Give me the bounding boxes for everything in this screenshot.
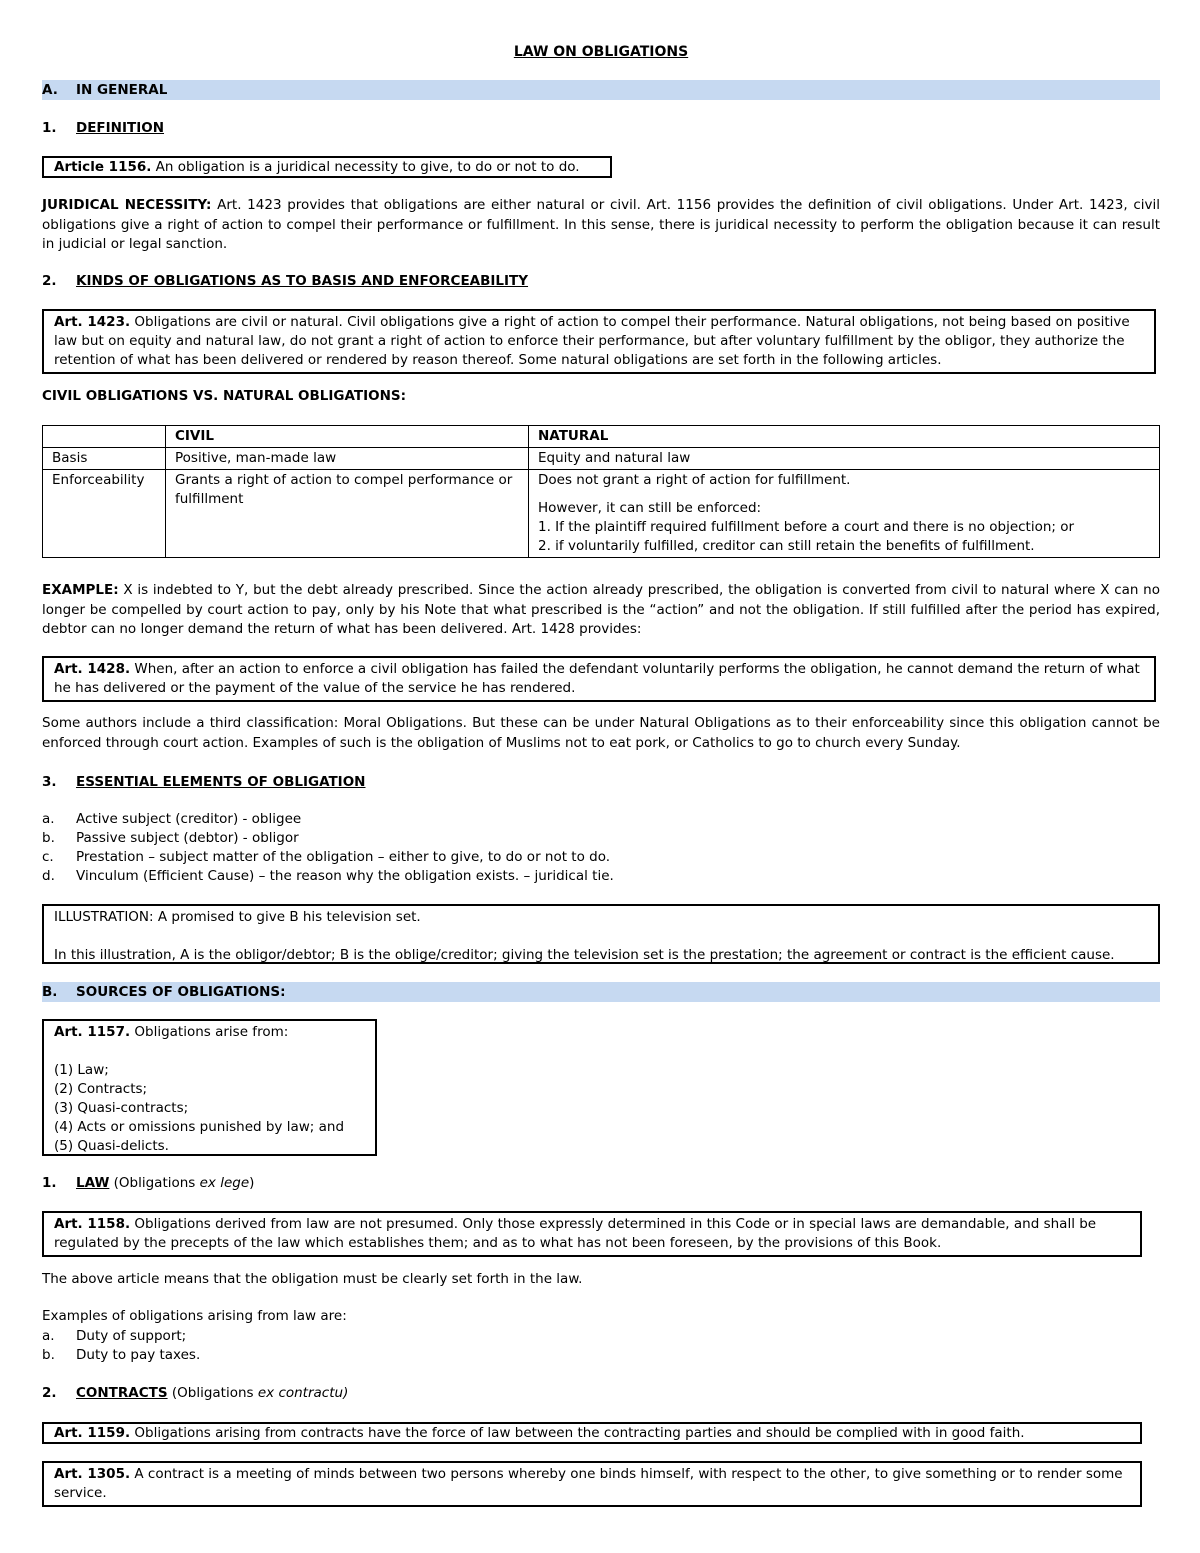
examples-intro: Examples of obligations arising from law are: [42, 1308, 347, 1324]
above-article-paragraph: The above article means that the obligation must be clearly set forth in the law. [42, 1271, 583, 1287]
article-1305-box: Art. 1305. A contract is a meeting of minds between two persons whereby one binds himself, with respect to the other, to give something or to render some service. [42, 1461, 1142, 1507]
elements-list [42, 810, 614, 886]
list-item: b. Duty to pay taxes. [42, 1347, 201, 1363]
list-item: (3) Quasi-contracts; [54, 1100, 189, 1116]
list-item: b. Passive subject (debtor) - obligor [42, 830, 299, 846]
list-item: (4) Acts or omissions punished by law; and [54, 1119, 345, 1135]
article-1156-box: Article 1156. An obligation is a juridical necessity to give, to do or not to do. [42, 156, 612, 178]
law-examples-list [42, 1327, 200, 1365]
section-label: IN GENERAL [76, 82, 168, 98]
juridical-necessity-paragraph: JURIDICAL NECESSITY: Art. 1423 provides that obligations are either natural or civil. Art. 1156 provides the definition of civil obligations. Under Art. 1423, civil obligations give a right of action to compel their performance or fulfillment. In this sense, there is juridical necessity to perform the obligation because it can result in judicial or legal sanction. [42, 197, 1160, 252]
section-a-heading [42, 80, 1160, 100]
list-item: (5) Quasi-delicts. [54, 1138, 169, 1154]
table-row: Basis Positive, man-made law Equity and natural law [43, 448, 1160, 470]
law-heading: 1. LAW (Obligations ex lege) [42, 1175, 255, 1191]
list-item: a. Active subject (creditor) - obligee [42, 811, 302, 827]
section-letter: A. [42, 82, 58, 98]
civil-vs-natural-heading: CIVIL OBLIGATIONS VS. NATURAL OBLIGATIONS: [42, 388, 407, 404]
kinds-heading: 2. KINDS OF OBLIGATIONS AS TO BASIS AND ENFORCEABILITY [42, 273, 529, 289]
section-b-heading [42, 982, 1160, 1002]
illustration-box: ILLUSTRATION: A promised to give B his television set. In this illustration, A is the obligor/debtor; B is the oblige/creditor; giving the television set is the prestation; the agreement or contract is the efficient cause. [42, 904, 1160, 964]
section-letter: B. [42, 984, 58, 1000]
moral-obligations-paragraph: Some authors include a third classification: Moral Obligations. But these can be under Natural Obligations as to their enforceability since this obligation cannot be enforced through court action. Examples of such is the obligation of Muslims not to eat pork, or Catholics to go to church every Sunday. [42, 715, 1160, 751]
list-item: c. Prestation – subject matter of the obligation – either to give, to do or not to do. [42, 849, 611, 865]
table-header-natural: NATURAL [529, 426, 1160, 448]
document-title: LAW ON OBLIGATIONS [513, 44, 689, 60]
table-row: Enforceability Grants a right of action to compel performance or fulfillment Does not grant a right of action for fulfillment. However, it can still be enforced: 1. If the plaintiff required fulfillment before a court and there is no objection; or 2. if voluntarily fulfilled, creditor can still retain the benefits of fulfillment. [43, 470, 1160, 558]
section-label: SOURCES OF OBLIGATIONS: [76, 984, 286, 1000]
article-1423-box: Art. 1423. Obligations are civil or natural. Civil obligations give a right of action to compel their performance. Natural obligations, not being based on positive law but on equity and natural law, do not grant a right of action to enforce their performance, but after voluntary fulfillment by the obligor, they authorize the retention of what has been delivered or rendered by reason thereof. Some natural obligations are set forth in the following articles. [42, 309, 1156, 374]
list-item: (2) Contracts; [54, 1081, 148, 1097]
civil-natural-table [42, 425, 1160, 558]
list-item: a. Duty of support; [42, 1328, 187, 1344]
example-paragraph: EXAMPLE: X is indebted to Y, but the debt already prescribed. Since the action already prescribed, the obligation is converted from civil to natural where X can no longer be compelled by court action to pay, only by his Note that what prescribed is the “action” and not the obligation. If still fulfilled after the period has expired, debtor can no longer demand the return of what has been delivered. Art. 1428 provides: [42, 582, 1160, 637]
contracts-heading: 2. CONTRACTS (Obligations ex contractu) [42, 1385, 349, 1401]
table-row [43, 426, 1160, 448]
article-1159-box: Art. 1159. Obligations arising from contracts have the force of law between the contracting parties and should be complied with in good faith. [42, 1422, 1142, 1444]
definition-heading: 1. DEFINITION [42, 120, 165, 136]
article-1157-box: Art. 1157. Obligations arise from: (1) Law; (2) Contracts; (3) Quasi-contracts; (4) Acts or omissions punished by law; and (5) Quasi-delicts. [42, 1019, 377, 1156]
list-item: d. Vinculum (Efficient Cause) – the reason why the obligation exists. – juridical tie. [42, 868, 614, 884]
list-item: (1) Law; [54, 1062, 109, 1078]
article-1158-box: Art. 1158. Obligations derived from law are not presumed. Only those expressly determined in this Code or in special laws are demandable, and shall be regulated by the precepts of the law which establishes them; and as to what has not been foreseen, by the provisions of this Book. [42, 1211, 1142, 1257]
essential-elements-heading: 3. ESSENTIAL ELEMENTS OF OBLIGATION [42, 774, 366, 790]
table-header-civil: CIVIL [166, 426, 529, 448]
article-1428-box: Art. 1428. When, after an action to enforce a civil obligation has failed the defendant voluntarily performs the obligation, he cannot demand the return of what he has delivered or the payment of the value of the service he has rendered. [42, 656, 1156, 702]
